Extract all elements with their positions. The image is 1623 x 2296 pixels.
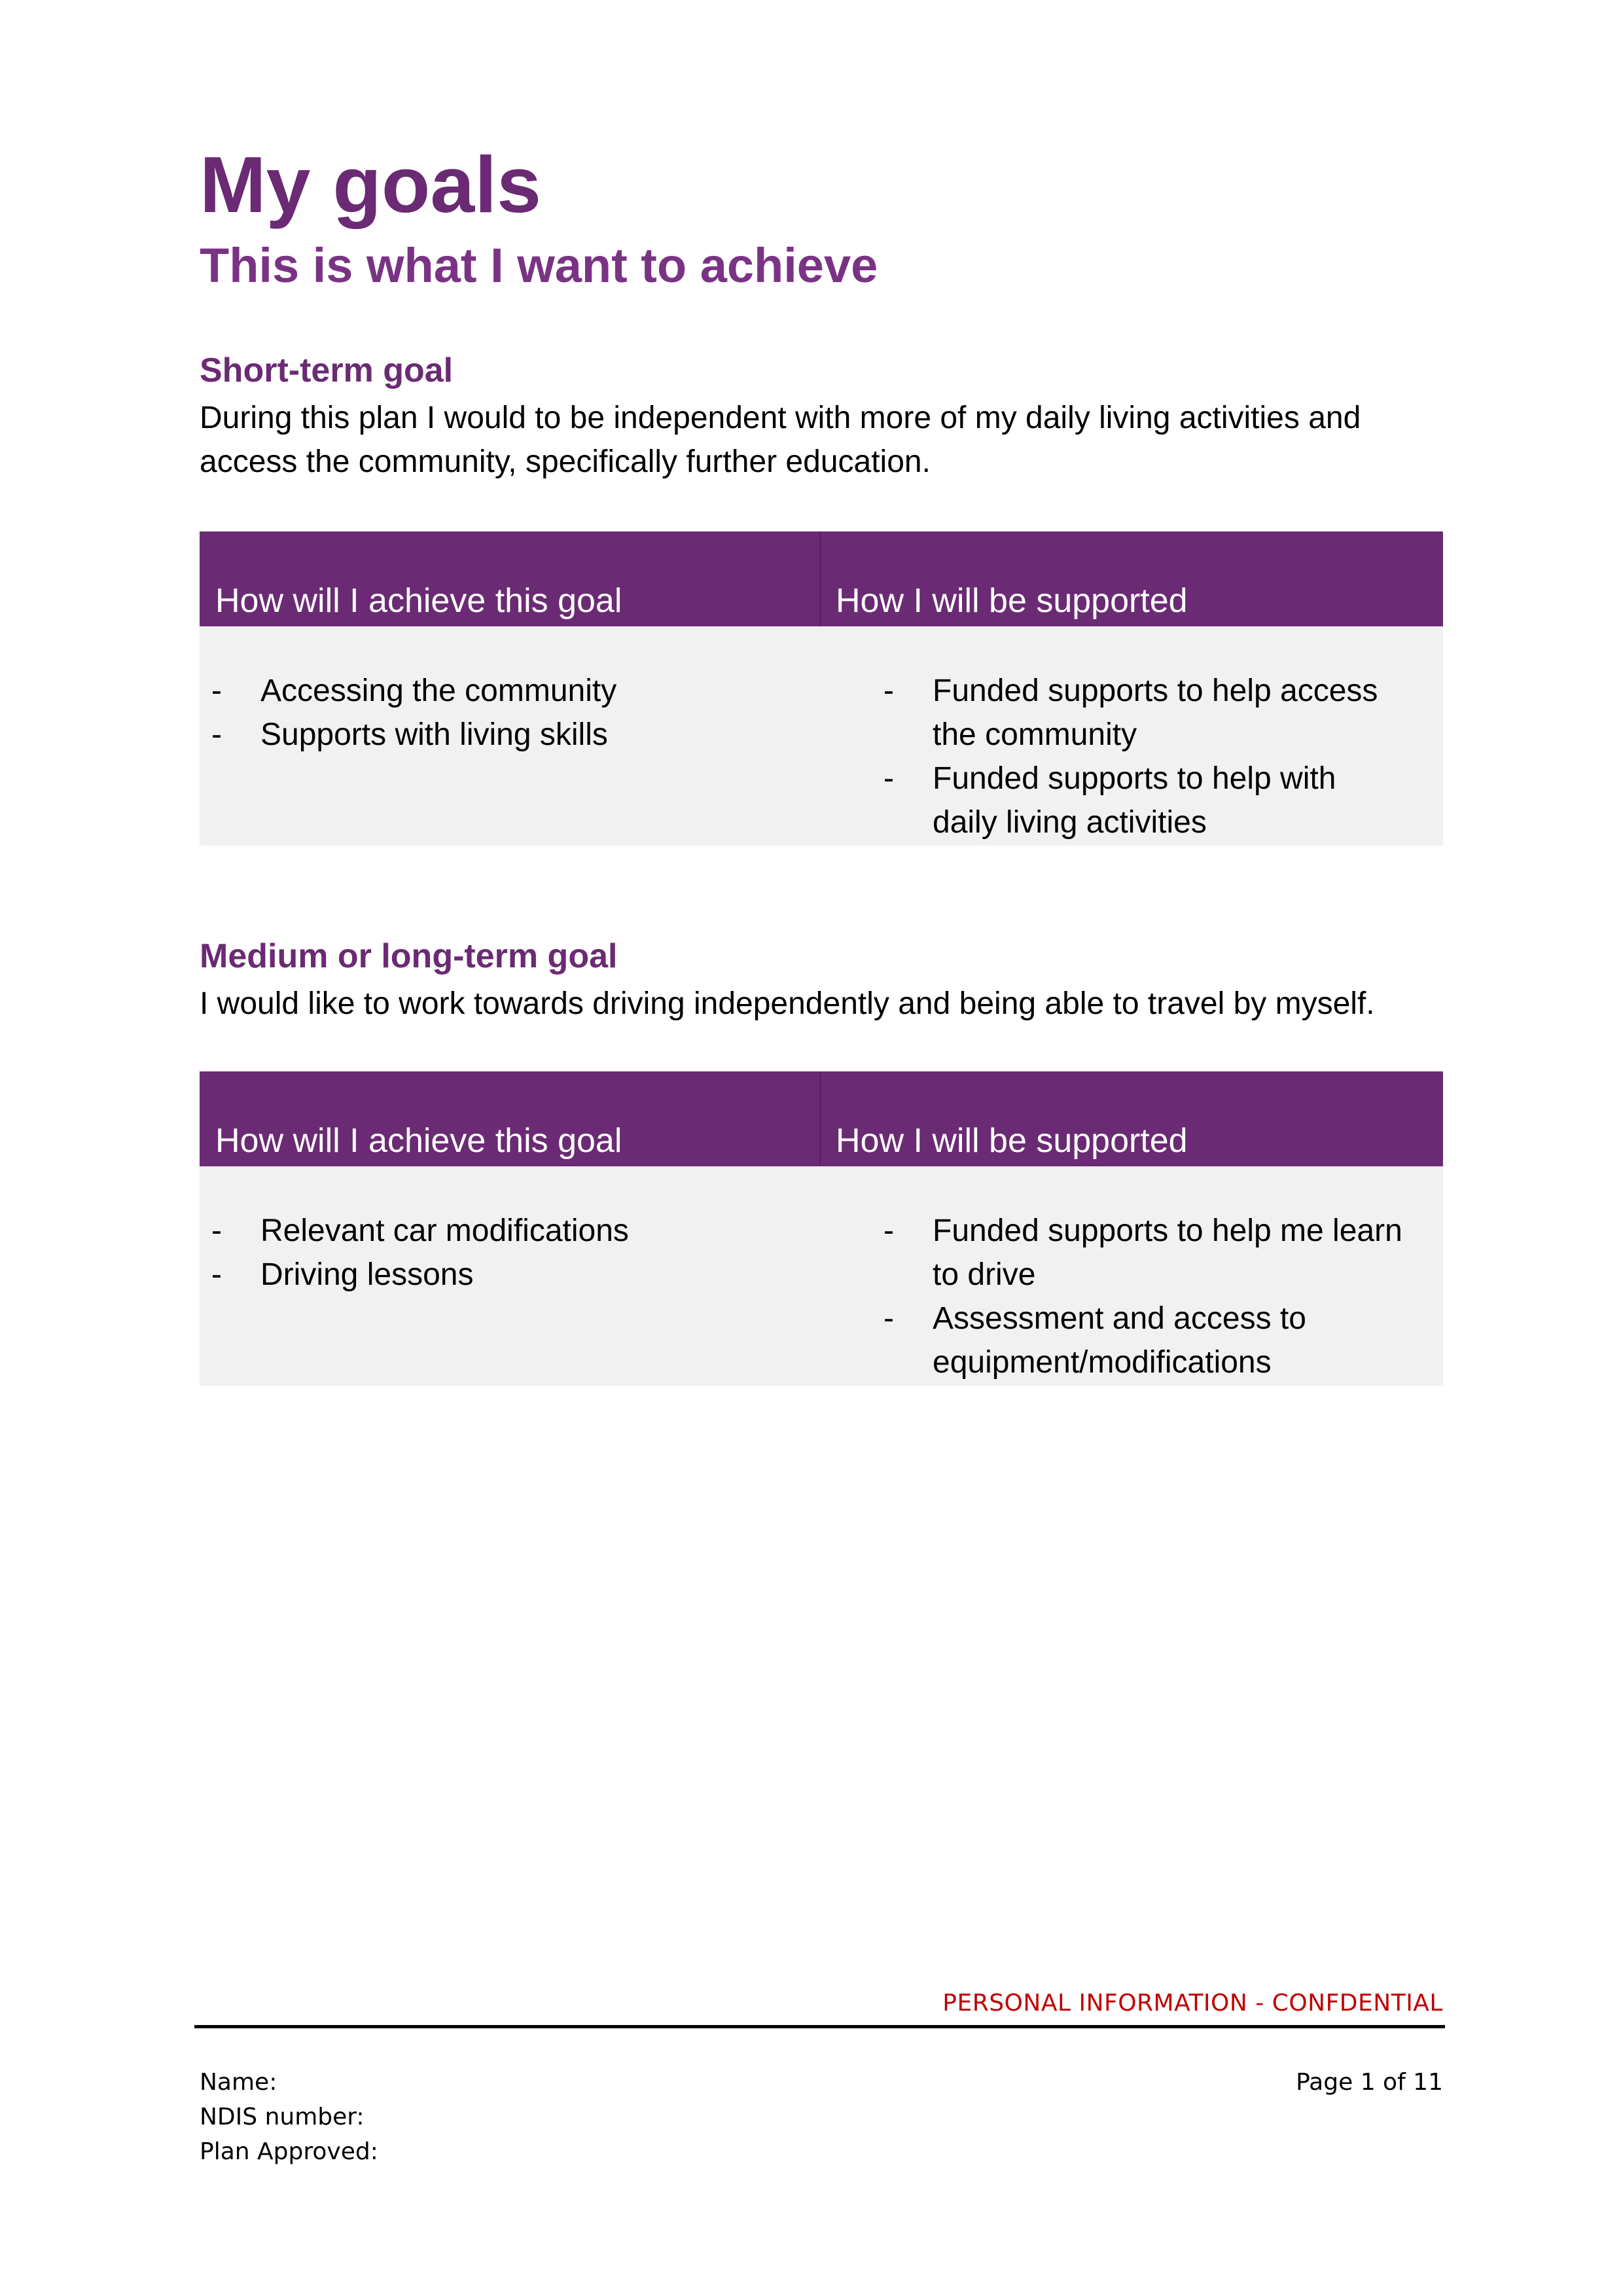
list-item-text: Driving lessons — [260, 1257, 474, 1292]
list-item-text: Supports with living skills — [260, 717, 608, 752]
table-header-achieve: How will I achieve this goal — [215, 581, 622, 620]
bullet-dash: - — [211, 1213, 222, 1248]
bullet-dash: - — [211, 673, 222, 708]
long-term-goal-heading: Medium or long-term goal — [200, 937, 618, 975]
bullet-dash: - — [211, 1257, 222, 1292]
list-item — [883, 669, 1407, 757]
list-item — [211, 713, 800, 757]
page-title: My goals — [200, 140, 542, 229]
list-item-text: Relevant car modifications — [260, 1213, 629, 1248]
bullet-dash: - — [883, 761, 894, 796]
header-divider — [819, 531, 821, 626]
name-field-label: Name: — [200, 2069, 277, 2096]
achieve-list — [211, 669, 800, 757]
list-item — [883, 1209, 1407, 1297]
bullet-dash: - — [883, 1213, 894, 1248]
table-header-row — [200, 531, 1443, 626]
table-header-supported: How I will be supported — [836, 1121, 1188, 1160]
long-term-goal-table — [200, 1071, 1443, 1386]
short-term-goal-text: During this plan I would to be independent with more of my daily living activities and access the community, specifically further education. — [200, 401, 1361, 479]
achieve-list — [211, 1209, 800, 1297]
table-header-supported: How I will be supported — [836, 581, 1188, 620]
table-body-row — [200, 1166, 1443, 1386]
short-term-goal-heading: Short-term goal — [200, 351, 454, 389]
list-item — [211, 669, 800, 713]
table-body-row — [200, 626, 1443, 846]
list-item — [211, 1253, 800, 1297]
table-header-row — [200, 1071, 1443, 1166]
supported-list — [883, 669, 1407, 844]
page-number: Page 1 of 11 — [1296, 2069, 1443, 2096]
bullet-dash: - — [211, 717, 222, 752]
list-item-text: Accessing the community — [260, 673, 617, 708]
bullet-dash: - — [883, 673, 894, 708]
footer-divider — [194, 2025, 1445, 2028]
table-header-achieve: How will I achieve this goal — [215, 1121, 622, 1160]
supported-list — [883, 1209, 1407, 1384]
bullet-dash: - — [883, 1301, 894, 1336]
ndis-number-field-label: NDIS number: — [200, 2104, 365, 2130]
footer-fields — [200, 2065, 378, 2169]
list-item-text: Funded supports to help access the community — [933, 673, 1378, 752]
confidential-label: PERSONAL INFORMATION - CONFDENTIAL — [942, 1990, 1443, 2017]
list-item-text: Assessment and access to equipment/modifications — [933, 1301, 1306, 1380]
list-item — [883, 757, 1407, 844]
list-item — [883, 1297, 1407, 1384]
list-item-text: Funded supports to help me learn to drive — [933, 1213, 1402, 1292]
long-term-goal-text: I would like to work towards driving independently and being able to travel by myself. — [200, 986, 1375, 1021]
list-item-text: Funded supports to help with daily living activities — [933, 761, 1336, 840]
plan-approved-field-label: Plan Approved: — [200, 2138, 378, 2165]
page-subtitle: This is what I want to achieve — [200, 238, 878, 293]
short-term-goal-table — [200, 531, 1443, 846]
header-divider — [819, 1071, 821, 1166]
list-item — [211, 1209, 800, 1253]
